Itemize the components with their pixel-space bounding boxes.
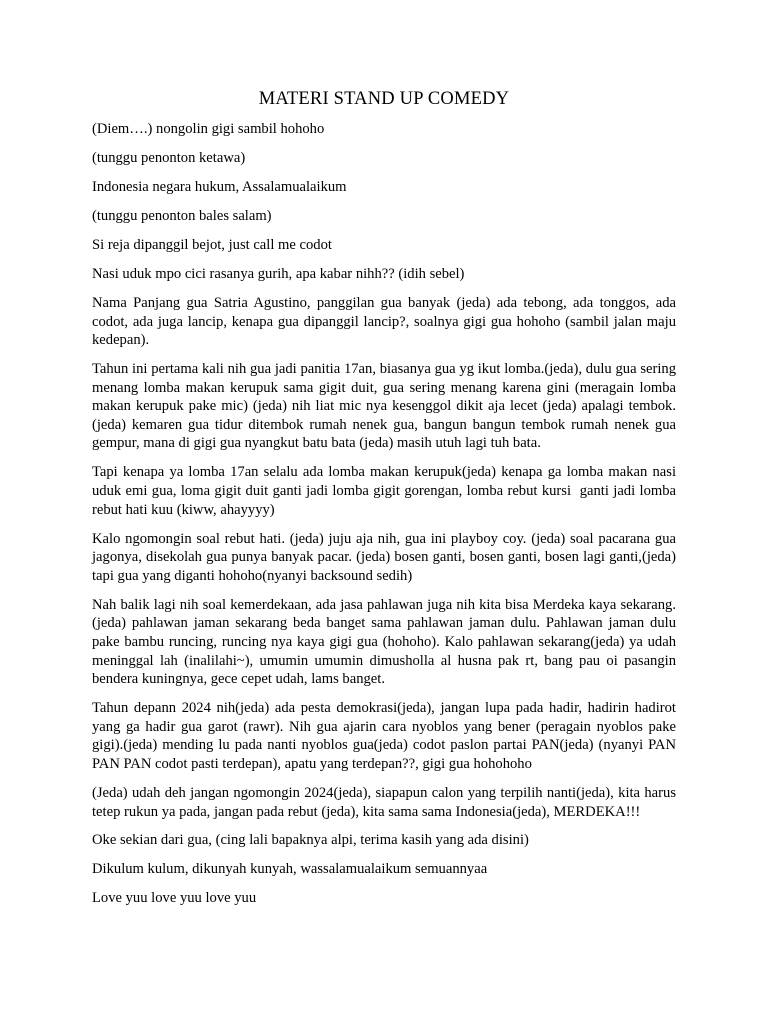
document-title: MATERI STAND UP COMEDY [258,89,510,109]
paragraph: Dikulum kulum, dikunyah kunyah, wassalamualaikum semuannyaa [92,861,488,878]
paragraph: Tahun ini pertama kali nih gua jadi panitia 17an, biasanya gua yg ikut lomba.(jeda), dulu gua sering menang lomba makan kerupuk sama gigit duit, gua sering menang karena gini (meragain lomba makan kerupuk pake mic) (jeda) nih liat mic nya kesenggol dikit aja lecet (jeda) apalagi tembok. (jeda) kemaren gua tidur ditembok rumah nenek gua, bangun bangun tembok rumah nenek gua gempur, mana di gigi gua nyangkut batu bata (jeda) masih utuh lagi tuh bata. [92,361,680,452]
paragraph: (Jeda) udah deh jangan ngomongin 2024(jeda), siapapun calon yang terpilih nanti(jeda), kita harus tetep rukun ya pada, jangan pada rebut (jeda), kita sama sama Indonesia(jeda), MERDEKA!!! [92,784,680,820]
paragraph: Nah balik lagi nih soal kemerdekaan, ada jasa pahlawan juga nih kita bisa Merdeka kaya sekarang.(jeda) pahlawan jaman sekarang beda banget sama pahlawan jaman dulu. Pahlawan jaman dulu pake bambu runcing, runcing nya kaya gigi gua (hohoho). Kalo pahlawan sekarang(jeda) ya udah meninggal lah (inalilahi~), umumin umumin dimusholla al husna pak rt, bang pau oi pasangin bendera kuningnya, gece cepet udah, lams banget. [92,596,680,688]
paragraph: (tunggu penonton ketawa) [92,149,246,166]
paragraph: Oke sekian dari gua, (cing lali bapaknya alpi, terima kasih yang ada disini) [92,832,529,849]
paragraph: Love yuu love yuu love yuu [92,890,257,907]
paragraph: Tahun depann 2024 nih(jeda) ada pesta demokrasi(jeda), jangan lupa pada hadir, hadirin hadirot yang ga hadir gua garot (rawr). Nih gua ajarin cara nyoblos yang bener (peragain nyoblos pake gigi).(jeda) mending lu pada nanti nyoblos gua(jeda) codot paslon partai PAN(jeda) (nyanyi PAN PAN PAN codot pasti terdepan), apatu yang terdepan??, gigi gua hohohoho [92,700,680,772]
paragraph: (tunggu penonton bales salam) [92,207,272,224]
paragraph: (Diem….) nongolin gigi sambil hohoho [92,121,325,137]
paragraph: Indonesia negara hukum, Assalamualaikum [92,178,347,195]
paragraph: Nasi uduk mpo cici rasanya gurih, apa kabar nihh?? (idih sebel) [92,265,465,282]
paragraph: Si reja dipanggil bejot, just call me codot [92,236,332,253]
paragraph: Nama Panjang gua Satria Agustino, panggilan gua banyak (jeda) ada tebong, ada tonggos, ada codot, ada juga lancip, kenapa gua dipanggil lancip?, soalnya gigi gua hohoho (sambil jalan maju kedepan). [92,294,680,349]
document-body [92,120,680,918]
paragraph: Kalo ngomongin soal rebut hati. (jeda) juju aja nih, gua ini playboy coy. (jeda) soal pacarana gua jagonya, disekolah gua punya banyak pacar. (jeda) bosen ganti, bosen ganti, bosen lagi ganti,(jeda) tapi gua yang diganti hohoho(nyanyi backsound sedih) [92,530,680,584]
paragraph: Tapi kenapa ya lomba 17an selalu ada lomba makan kerupuk(jeda) kenapa ga lomba makan nasi uduk emi gua, loma gigit duit ganti jadi lomba gigit gorengan, lomba rebut kursi ganti jadi lomba rebut hati kuu (kiww, ahayyyy) [92,464,680,518]
